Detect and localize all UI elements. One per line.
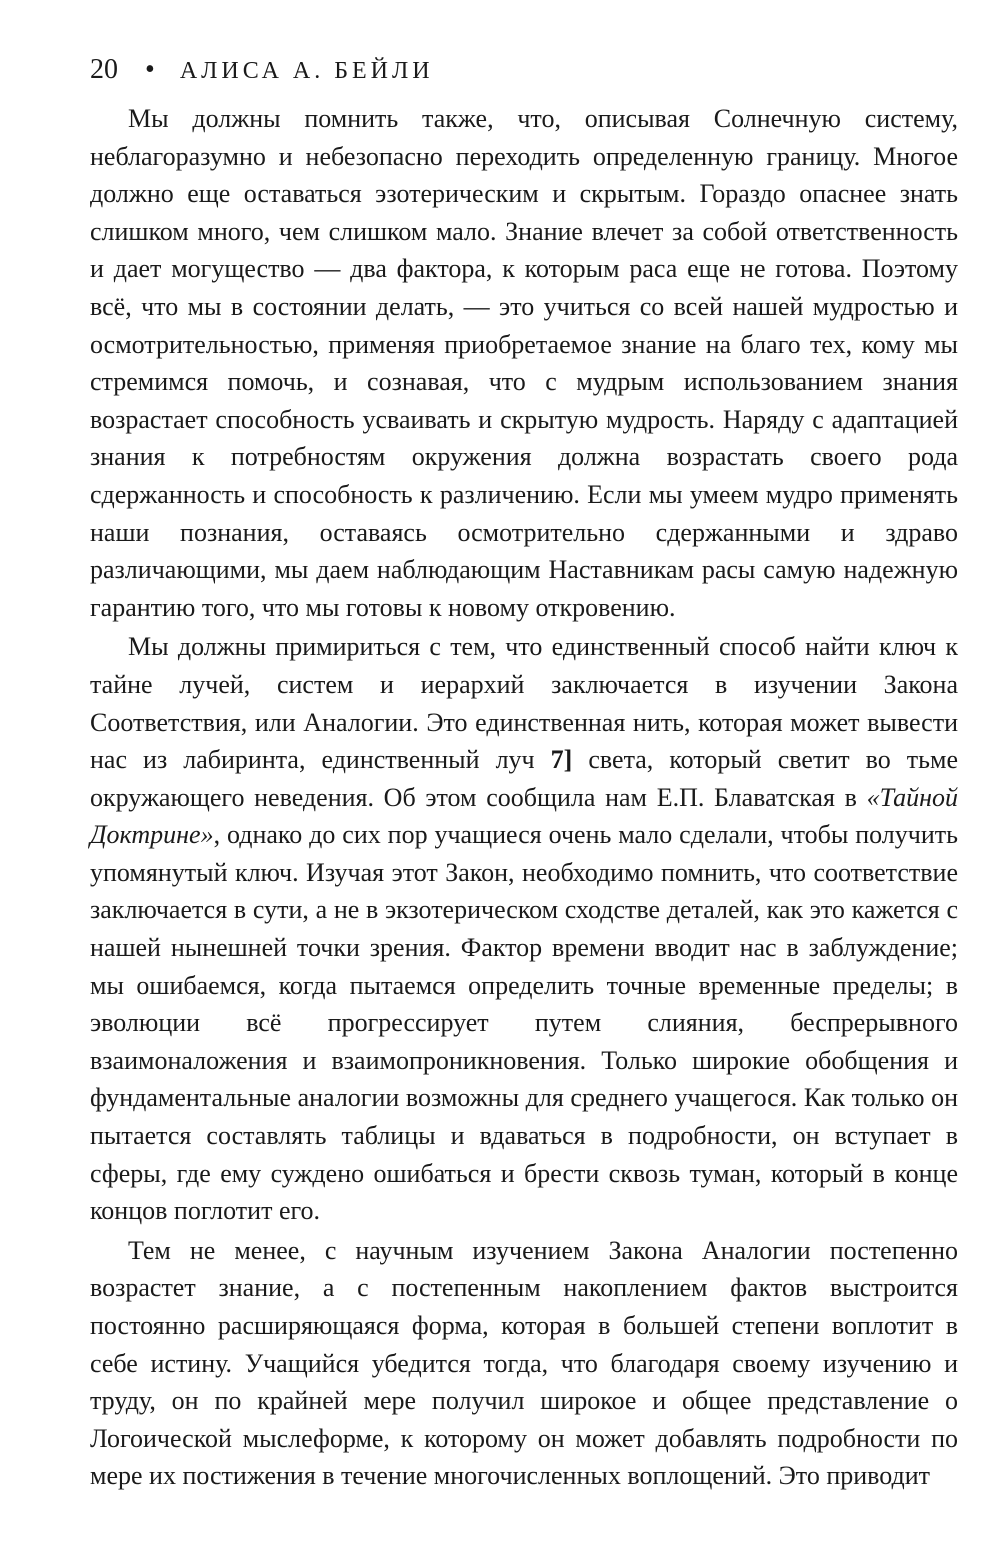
header-separator: • [145, 54, 155, 85]
paragraph-1: Мы должны помнить также, что, описывая Солнечную систему, неблагоразумно и небезопасно переходить определенную границу. Многое должно еще оставаться эзотерическим и скрытым. Гораздо опаснее знать слишком много, чем слишком мало. Знание влечет за собой ответственность и дает могущество — два фактора, к которым раса еще не готова. Поэтому всё, что мы в состоянии делать, — это учиться со всей нашей мудростью и осмотрительностью, применяя приобретаемое знание на благо тех, кому мы стремимся помочь, и сознавая, что с мудрым использованием знания возрастает способность усваивать и скрытую мудрость. Наряду с адаптацией знания к потребностям окружения должна возрастать своего рода сдержанность и способность к различению. Если мы умеем мудро применять наши познания, оставаясь осмотрительно сдержанными и здраво различающими, мы даем наблюдающим Наставникам расы самую надежную гарантию того, что мы готовы к новому откровению. [90, 104, 958, 622]
paragraph-2-part-1: Мы должны примириться с тем, что единственный способ найти ключ к тайне лучей, систем и иерархий заключается в изучении Закона Соответствия, или Аналогии. Это единственная нить, которая может вывести нас из лабиринта, единственный луч [90, 632, 958, 775]
book-title-italic: «Тайной Доктрине» [90, 782, 958, 850]
paragraph-3: Тем не менее, с научным изучением Закона Аналогии постепенно возрастет знание, а с постепенным накоплением фактов выстроится постоянно расширяющаяся форма, которая в большей степени воплотит в себе истину. Учащийся убедится тогда, что благодаря своему изучению и труду, он по крайней мере получил широкое и общее представление о Логоической мыслеформе, к которому он может добавлять подробности по мере их постижения в течение многочисленных воплощений. Это приводит [90, 1235, 958, 1491]
author-name: АЛИСА А. БЕЙЛИ [179, 58, 434, 84]
paragraph-2-part-2: света, который светит во тьме окружающего неведения. Об этом сообщила нам Е.П. Блаватская в [90, 745, 958, 812]
paragraph-2 [90, 628, 958, 1230]
book-page [90, 50, 958, 1497]
margin-page-reference: 7] [550, 745, 573, 775]
paragraph-2-part-3: , однако до сих пор учащиеся очень мало сделали, чтобы получить упомянутый ключ. Изучая этот Закон, необходимо помнить, что соответствие заключается в сути, а не в экзотерическом сходстве деталей, как это кажется с нашей нынешней точки зрения. Фактор времени вводит нас в заблуждение; мы ошибаемся, когда пытаемся определить точные временные пределы; в эволюции всё прогрессирует путем слияния, беспрерывного взаимоналожения и взаимопроникновения. Только широкие обобщения и фундаментальные аналогии возможны для среднего учащегося. Как только он пытается составлять таблицы и вдаваться в подробности, он вступает в сферы, где ему суждено ошибаться и брести сквозь туман, который в конце концов поглотит его. [90, 820, 958, 1226]
running-head [90, 50, 958, 90]
page-number: 20 [90, 54, 118, 85]
